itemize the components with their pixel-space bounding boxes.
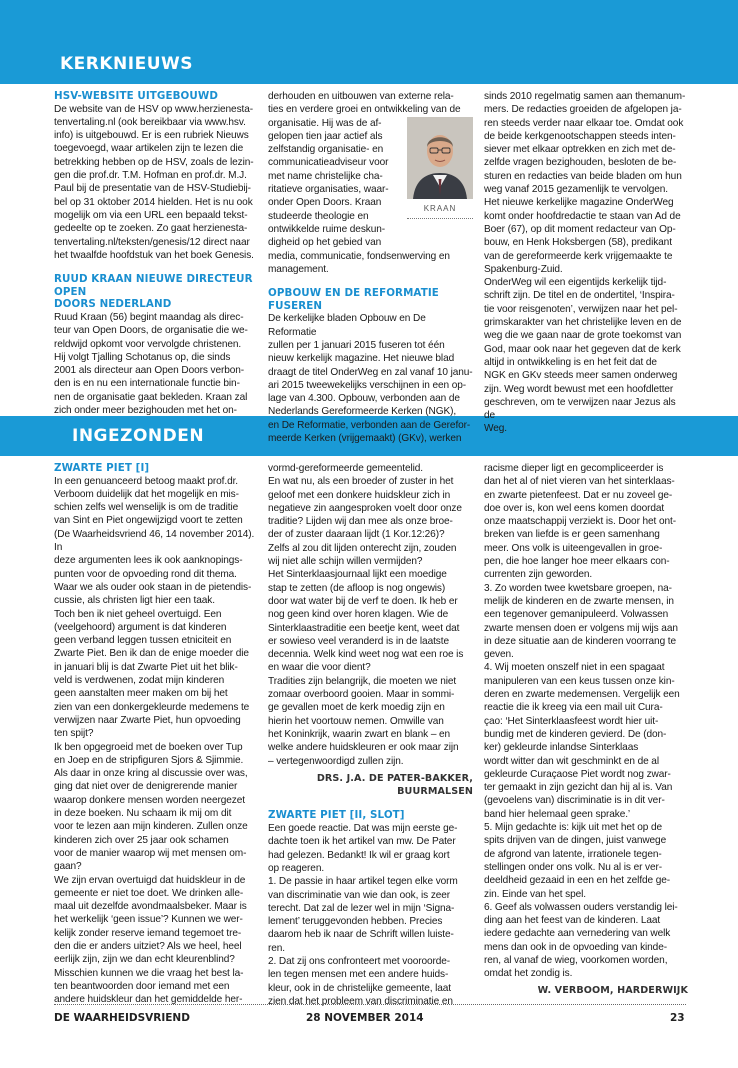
- text-line: (De Waarheidsvriend 46, 14 november 2014). In: [54, 528, 255, 554]
- text-line: Spakenburg-Zuid.: [484, 263, 563, 275]
- text-line: kelijk zonder reserve iemand tegemoet tre-: [54, 927, 242, 939]
- text-line: gen die prof.dr. T.M. Hofman en prof.dr. M.J.: [54, 170, 247, 182]
- text-line: voor te lezen aan mijn kinderen. Zullen onze: [54, 821, 248, 833]
- article-heading: RUUD KRAAN NIEUWE DIRECTEUR OPEN: [54, 273, 253, 298]
- text-line: zich onder meer bezighouden met het on-: [54, 405, 237, 417]
- text-line: in deze situatie aan de kinderen voorrang te: [484, 635, 676, 647]
- text-line: pen, die hoe langer hoe meer elkaars con-: [484, 556, 670, 568]
- text-line: studeerde theologie en: [268, 210, 369, 222]
- text-line: Een goede reactie. Dat was mijn eerste ge-: [268, 823, 458, 835]
- text-line: info) is uitgebouwd. Er is een rubriek Nieuws: [54, 130, 249, 142]
- text-line: op reageren.: [268, 862, 325, 874]
- text-line: In een genuanceerd betoog maakt prof.dr.: [54, 475, 238, 487]
- text-line: De website van de HSV op www.herzienesta-: [54, 103, 253, 115]
- text-line: doe over is, kon wel eens komen doordat: [484, 502, 665, 514]
- text-line: en De Reformatie, verbonden aan de Gerefor-: [268, 419, 471, 431]
- text-line: van Sint en Piet ongewijzigd voort te zetten: [54, 515, 243, 527]
- text-line: digheid op het gebied van: [268, 237, 382, 249]
- text-line: breken van liefde is er geen samenhang: [484, 529, 660, 541]
- text-line: schrift zijn. De titel en de ondertitel, ‘Inspira-: [484, 290, 675, 302]
- text-line: Sinterklaastraditie een beetje kent, weet dat: [268, 622, 460, 634]
- text-line: onder Open Doors. Kraan: [268, 197, 382, 209]
- text-line: de afgrond van latente, irrationele tegen-: [484, 848, 662, 860]
- text-line: siever met elkaar optrekken en zich met de-: [484, 144, 676, 156]
- text-line: van de gereformeerde kerk vrijgemaakte te: [484, 250, 673, 262]
- text-line: God, maar ook naar het gegeven dat de kerk: [484, 343, 681, 355]
- letter-heading: ZWARTE PIET [I]: [54, 462, 150, 474]
- text-line: geloof met een donkere huidskleur zich in: [268, 489, 451, 501]
- text-line: iedere gedachte aan vernedering van welk: [484, 928, 671, 940]
- text-line: 2. Dat zij ons confronteert met vooroorde-: [268, 955, 451, 967]
- text-line: lement’ teruggevonden hebben. Precies: [268, 916, 443, 928]
- text-line: Het nieuwe kerkelijke magazine OnderWeg: [484, 197, 674, 209]
- text-line: zullen per 1 januari 2015 fuseren tot één: [268, 339, 445, 351]
- text-line: Zwarte Piet. Ben ik dan de enige moeder die: [54, 648, 249, 660]
- footer-divider: [54, 1004, 686, 1005]
- text-line: media, communicatie, fondsenwerving en: [268, 250, 450, 262]
- article-body: [54, 103, 256, 263]
- text-line: OnderWeg wil een eigentijds kerkelijk tijd-: [484, 277, 667, 289]
- text-line: mogelijk om via een URL een bepaald tekst-: [54, 209, 248, 221]
- text-line: eerlijk zijn, zijn we dan echt kleurenblind?: [54, 954, 235, 966]
- text-line: deeldheid gezaaid in een en het zelfde ge-: [484, 875, 671, 887]
- text-line: Toch ben ik niet geheel overtuigd. Een: [54, 608, 222, 620]
- letter-signature: DRS. J.A. DE PATER-BAKKER, BUURMALSEN: [316, 772, 473, 798]
- letter-signature: W. VERBOOM, HARDERWIJK: [537, 984, 688, 996]
- text-line: communicatieadviseur voor: [268, 157, 389, 169]
- text-line: 4. Wij moeten onszelf niet in een spagaat: [484, 662, 665, 674]
- portrait-photo-frame: [407, 117, 473, 219]
- text-line: Paul bij de presentatie van de HSV-Studiebij-: [54, 183, 251, 195]
- text-line: lage van 4.300. Opbouw, verbonden aan de: [268, 393, 460, 405]
- text-line: Nederlands Gereformeerde Kerken (NGK),: [268, 406, 457, 418]
- text-line: in januari blij is dat Zwarte Piet uit het blik-: [54, 661, 238, 673]
- text-line: hierin het voortouw nemen. Omwille van: [268, 715, 444, 727]
- text-line: tenvertaling.nl (ook bereikbaar via www.hsv.: [54, 116, 246, 128]
- ingezonden-column-1: [54, 462, 256, 1006]
- text-line: zomaar overboord gooien. Maar in sommi-: [268, 689, 455, 701]
- text-line: deze argumenten lees ik ook aanknopings-: [54, 555, 243, 567]
- footer-publication: DE WAARHEIDSVRIEND: [54, 1012, 190, 1024]
- text-line: ge gevallen moet de kerk moedig zijn en: [268, 702, 445, 714]
- text-line: derhouden en uitbouwen van externe rela-: [268, 91, 454, 102]
- text-line: currenten zijn geworden.: [484, 569, 593, 581]
- text-line: ties en verdere groei en ontwikkeling van de: [268, 104, 461, 116]
- kerknieuws-title: KERKNIEUWS: [60, 54, 194, 74]
- text-line: teur van Open Doors, de organisatie die we-: [54, 325, 248, 337]
- text-line: bel op 31 oktober 2014 hielden. Het is nu ook: [54, 196, 253, 208]
- text-line: bundig met de kinderen gevierd. De (don-: [484, 728, 667, 740]
- photo-caption: KRAAN: [407, 202, 473, 219]
- text-line: weg die we gaan naar de grote toekomst van: [484, 330, 682, 342]
- text-line: (veelgehoord) argument is dat kinderen: [54, 621, 227, 633]
- text-line: gaan?: [54, 861, 82, 873]
- text-line: zelfstandig organisatie- en: [268, 144, 384, 156]
- text-line: toegevoegd, waar artikelen zijn te lezen die: [54, 143, 244, 155]
- footer-page-number: 23: [670, 1012, 685, 1024]
- text-line: het Koninkrijk, waarin zwart en blank – en: [268, 728, 451, 740]
- text-line: gelopen tien jaar actief als: [268, 130, 383, 142]
- text-line: tenvertaling.nl/teksten/genesis/12 direct naar: [54, 236, 250, 248]
- text-line: melijk de kinderen en de zwarte mensen, in: [484, 595, 674, 607]
- text-line: altijd in ontwikkeling is en het feit dat de: [484, 356, 657, 368]
- text-line: zwarte mensen doen er volgens mij wijs aan: [484, 622, 678, 634]
- text-line: kleur, ook in de christelijke gemeente, laat: [268, 982, 451, 994]
- text-line: punten voor de opvoeding rond dit thema.: [54, 568, 237, 580]
- text-line: en Joep en de stripfiguren Sjors & Sjimmie.: [54, 754, 244, 766]
- text-line: draagt de titel OnderWeg en zal vanaf 10 janu-: [268, 366, 473, 378]
- text-line: En wat nu, als een broeder of zuster in het: [268, 476, 454, 488]
- text-line: zien van een donkergekleurde medemens te: [54, 701, 250, 713]
- text-line: ding aan het feest van de kinderen. Laat: [484, 915, 661, 927]
- kerknieuws-column-2: [268, 90, 473, 445]
- text-line: daarom heb ik naar de Schrift willen luiste-: [268, 929, 454, 941]
- kerknieuws-column-1: [54, 90, 256, 417]
- text-line: manipuleren van een keus tussen onze kin-: [484, 675, 675, 687]
- text-line: (gevoelens van) discriminatie is in dit ver-: [484, 795, 665, 807]
- text-line: Zelfs al zou dit lijden onterecht zijn, zouden: [268, 542, 457, 554]
- text-line: omdat het zondig is.: [484, 968, 573, 980]
- text-line: er sowieso veel veranderd is in de laatste: [268, 635, 449, 647]
- text-line: had gelezen. Bedankt! Ik wil er graag kort: [268, 849, 450, 861]
- text-line: management.: [268, 263, 329, 275]
- text-line: zien dat het probleem van discriminatie en: [268, 995, 453, 1007]
- text-line: komt onder hoofdredactie te staan van Ad de: [484, 210, 681, 222]
- text-line: gedeelte op te zoeken. Zo gaat herzienesta-: [54, 223, 248, 235]
- text-line: onze maatschappij verziekt is. Door het ont-: [484, 516, 676, 528]
- text-line: terecht. Dat zal de lezer wel in mijn ‘Signa-: [268, 902, 455, 914]
- text-line: nen de organisatie gaat bekleden. Kraan zal: [54, 391, 248, 403]
- text-line: meer. Ons volk is uiteengevallen in groe-: [484, 542, 663, 554]
- text-line: vormd-gereformeerde gemeentelid.: [268, 463, 424, 474]
- text-line: Weg.: [484, 423, 507, 435]
- text-line: ging dat niet over de denigrerende manier: [54, 781, 238, 793]
- text-line: 2001 als directeur aan Open Doors verbon-: [54, 365, 245, 377]
- text-line: traditie? Lijden wij dan mee als onze broe-: [268, 516, 453, 528]
- text-line: gekleurde Curaçaose Piet wordt nog zwar-: [484, 768, 671, 780]
- text-line: meerde Kerken (vrijgemaakt) (GKv), werken: [268, 433, 462, 445]
- text-line: ontwikkelde ruime deskun-: [268, 223, 385, 235]
- text-line: ritatieve organisaties, waar-: [268, 184, 389, 196]
- text-line: Ruud Kraan (56) begint maandag als direc-: [54, 311, 244, 323]
- text-line: zelfde vragen bezighouden, besloten de be-: [484, 157, 677, 169]
- footer-date: 28 NOVEMBER 2014: [306, 1012, 424, 1024]
- text-line: decennia. Welk kind weet nog wat een roe is: [268, 649, 464, 661]
- text-line: geen aanstalten meer maken om bij het: [54, 688, 228, 700]
- text-line: in deze boeken. Nu schaam ik mij om dit: [54, 808, 232, 820]
- letter-heading: ZWARTE PIET [II, SLOT]: [268, 809, 405, 822]
- text-line: stap te zetten (de afloop is nog ongewis): [268, 582, 446, 594]
- text-line: maal uit dezelfde avondmaalsbeker. Maar is: [54, 901, 247, 913]
- text-line: 5. Mijn gedachte is: kijk uit met het op de: [484, 822, 663, 834]
- text-line: mers. De redacties groeiden de afgelopen ja-: [484, 104, 682, 116]
- text-line: nieuw kerkelijk magazine. Het nieuwe blad: [268, 353, 455, 365]
- text-line: den die er anders uitziet? Als we heel, heel: [54, 940, 242, 952]
- text-line: geen verband leggen tussen etniciteit en: [54, 635, 232, 647]
- article-heading: HSV-WEBSITE UITGEBOUWD: [54, 90, 218, 102]
- text-line: geven.: [484, 649, 514, 661]
- text-line: schien zelfs wel wenselijk is om de traditie: [54, 502, 239, 514]
- text-line: wordt witter dan wit geschminkt en de al: [484, 755, 659, 767]
- text-line: mens dan ook in de opvoeding van kinde-: [484, 941, 667, 953]
- text-line: met name christelijke cha-: [268, 170, 383, 182]
- text-line: stellingen onder ons volk. Nu al is er ver-: [484, 861, 663, 873]
- text-line: en zwarte pietenfeest. Dat er nu zoveel ge-: [484, 489, 673, 501]
- kerknieuws-column-3: [484, 90, 688, 436]
- text-line: racisme dieper ligt en gecompliceerder is: [484, 463, 664, 474]
- text-line: spits drijven van de dingen, juist vanwege: [484, 835, 667, 847]
- text-line: het werkelijk ‘geen issue’? Kunnen we wer-: [54, 914, 243, 926]
- text-line: door wat water bij de verf te doen. Ik heb er: [268, 595, 458, 607]
- text-line: çao: ‘Het Sinterklaasfeest wordt hier uit-: [484, 715, 659, 727]
- text-line: ari 2015 tweewekelijks verschijnen in een op-: [268, 379, 467, 391]
- ingezonden-title: INGEZONDEN: [72, 426, 205, 446]
- portrait-illustration: [407, 117, 473, 199]
- text-line: der of zuster daaraan lijdt (1 Kor.12:26)?: [268, 529, 445, 541]
- text-line: band hier helemaal geen sprake.’: [484, 808, 631, 820]
- text-line: verwijzen naar Zwarte Piet, hun opvoeding: [54, 714, 241, 726]
- text-line: zijn. Weg wordt bewust met een hoofdletter: [484, 383, 674, 395]
- article-heading: DOORS NEDERLAND: [54, 298, 172, 311]
- text-line: reldwijd opkomt voor vervolgde christenen.: [54, 338, 242, 350]
- text-line: grimskarakter van het christelijke leven en de: [484, 317, 682, 329]
- text-line: geschreven, om te verwijzen naar Jezus als de: [484, 396, 676, 422]
- text-line: Het Sinterklaasjournaal lijkt een moedige: [268, 569, 447, 581]
- text-line: welke andere huidskleuren er ook maar zijn: [268, 742, 459, 754]
- text-line: veld is verdwenen, zodat mijn kinderen: [54, 675, 225, 687]
- text-line: Tradities zijn belangrijk, die moeten we niet: [268, 675, 457, 687]
- text-line: dachte toen ik het artikel van mw. De Pater: [268, 836, 456, 848]
- text-line: cussie, als christen ligt hier een taak.: [54, 595, 215, 607]
- text-line: deren en zwarte medemensen. Vergelijk een: [484, 689, 680, 701]
- text-line: 6. Geef als volwassen ouders verstandig lei-: [484, 901, 678, 913]
- text-line: Waar we als ouder ook staan in de pietendis-: [54, 581, 252, 593]
- text-line: Hij volgt Tjalling Schotanus op, die sinds: [54, 351, 231, 363]
- text-line: weg vanaf 2015 gezamenlijk te vervolgen.: [484, 184, 668, 196]
- text-line: gemeente er niet toe doet. We drinken alle-: [54, 887, 244, 899]
- article-body: [54, 311, 256, 417]
- text-line: organisatie. Hij was de af-: [268, 117, 382, 129]
- text-line: len tegen mensen met een andere huids-: [268, 969, 449, 981]
- text-line: nog geen kind over horen klagen. Wie de: [268, 609, 449, 621]
- text-line: ker) gekleurde inlandse Sinterklaas: [484, 742, 639, 754]
- text-line: ter gemaakt in zijn gezicht dan hij al is. Van: [484, 782, 673, 794]
- text-line: De kerkelijke bladen Opbouw en De Reformatie: [268, 313, 426, 338]
- text-line: Verboom duidelijk dat het mogelijk en mis-: [54, 488, 239, 500]
- ingezonden-column-2: [268, 462, 473, 1008]
- text-line: tie voor reisgenoten’, verwijzen naar het pel-: [484, 303, 678, 315]
- text-line: de beide kerkgenootschappen steeds inten-: [484, 130, 676, 142]
- text-line: het twaalfde hoofdstuk van het boek Genesis.: [54, 249, 254, 261]
- text-line: wij niet alle schijn willen vermijden?: [268, 556, 423, 568]
- text-line: van discriminatie van wie dan ook, is zeer: [268, 889, 451, 901]
- text-line: Ik ben opgegroeid met de boeken over Tup: [54, 741, 243, 753]
- text-line: kinderen zich over 25 jaar ook schamen: [54, 834, 229, 846]
- portrait-photo: [407, 117, 473, 199]
- text-line: een tegenover gemanipuleerd. Volwassen: [484, 609, 669, 621]
- text-line: 3. Zo worden twee kwetsbare groepen, na-: [484, 582, 672, 594]
- text-line: andere huidskleur dan het gemiddelde her-: [54, 994, 243, 1006]
- text-line: – vertegenwoordigd zullen zijn.: [268, 755, 404, 767]
- text-line: en waar die voor dient?: [268, 662, 371, 674]
- text-line: dan het al of niet vieren van het sinterklaas-: [484, 476, 675, 488]
- ingezonden-column-3: [484, 462, 688, 997]
- text-line: sturen en redacties van beide bladen om hun: [484, 170, 682, 182]
- text-line: ten beantwoorden door iemand met een: [54, 980, 230, 992]
- text-line: betrekking hebben op de HSV, zoals de lezin-: [54, 156, 254, 168]
- text-line: NGK en GKv steeds meer samen onderweg: [484, 370, 678, 382]
- text-line: ren, al vanaf de wieg, voorkomen worden,: [484, 954, 668, 966]
- text-line: Misschien kunnen we die vraag het best la-: [54, 967, 244, 979]
- text-line: negatieve zin aangesproken voelt door onze: [268, 502, 462, 514]
- article-body: [268, 312, 473, 445]
- text-line: Boer (67), op dit moment redacteur van Op-: [484, 223, 676, 235]
- article-heading: OPBOUW EN DE REFORMATIE FUSEREN: [268, 287, 439, 312]
- text-line: We zijn ervan overtuigd dat huidskleur in de: [54, 874, 246, 886]
- text-line: Als daar in onze kring al discussie over was,: [54, 768, 248, 780]
- text-line: sinds 2010 regelmatig samen aan themanum-: [484, 91, 686, 102]
- text-line: zin. Einde van het spel.: [484, 888, 586, 900]
- text-line: voor de manier waarop wij met mensen om-: [54, 847, 247, 859]
- text-line: waarop donkere mensen worden neergezet: [54, 794, 245, 806]
- text-line: bouw, en Henk Hoksbergen (58), predikant: [484, 237, 672, 249]
- text-line: ren steeds verder naar elkaar toe. Omdat ook: [484, 117, 684, 129]
- text-line: reactie die ik kreeg via een mail uit Cura-: [484, 702, 663, 714]
- text-line: ten spijt?: [54, 728, 94, 740]
- text-line: den is en nu een internationale functie bin-: [54, 378, 240, 390]
- text-line: ren.: [268, 942, 285, 954]
- text-line: 1. De passie in haar artikel tegen elke vorm: [268, 876, 458, 888]
